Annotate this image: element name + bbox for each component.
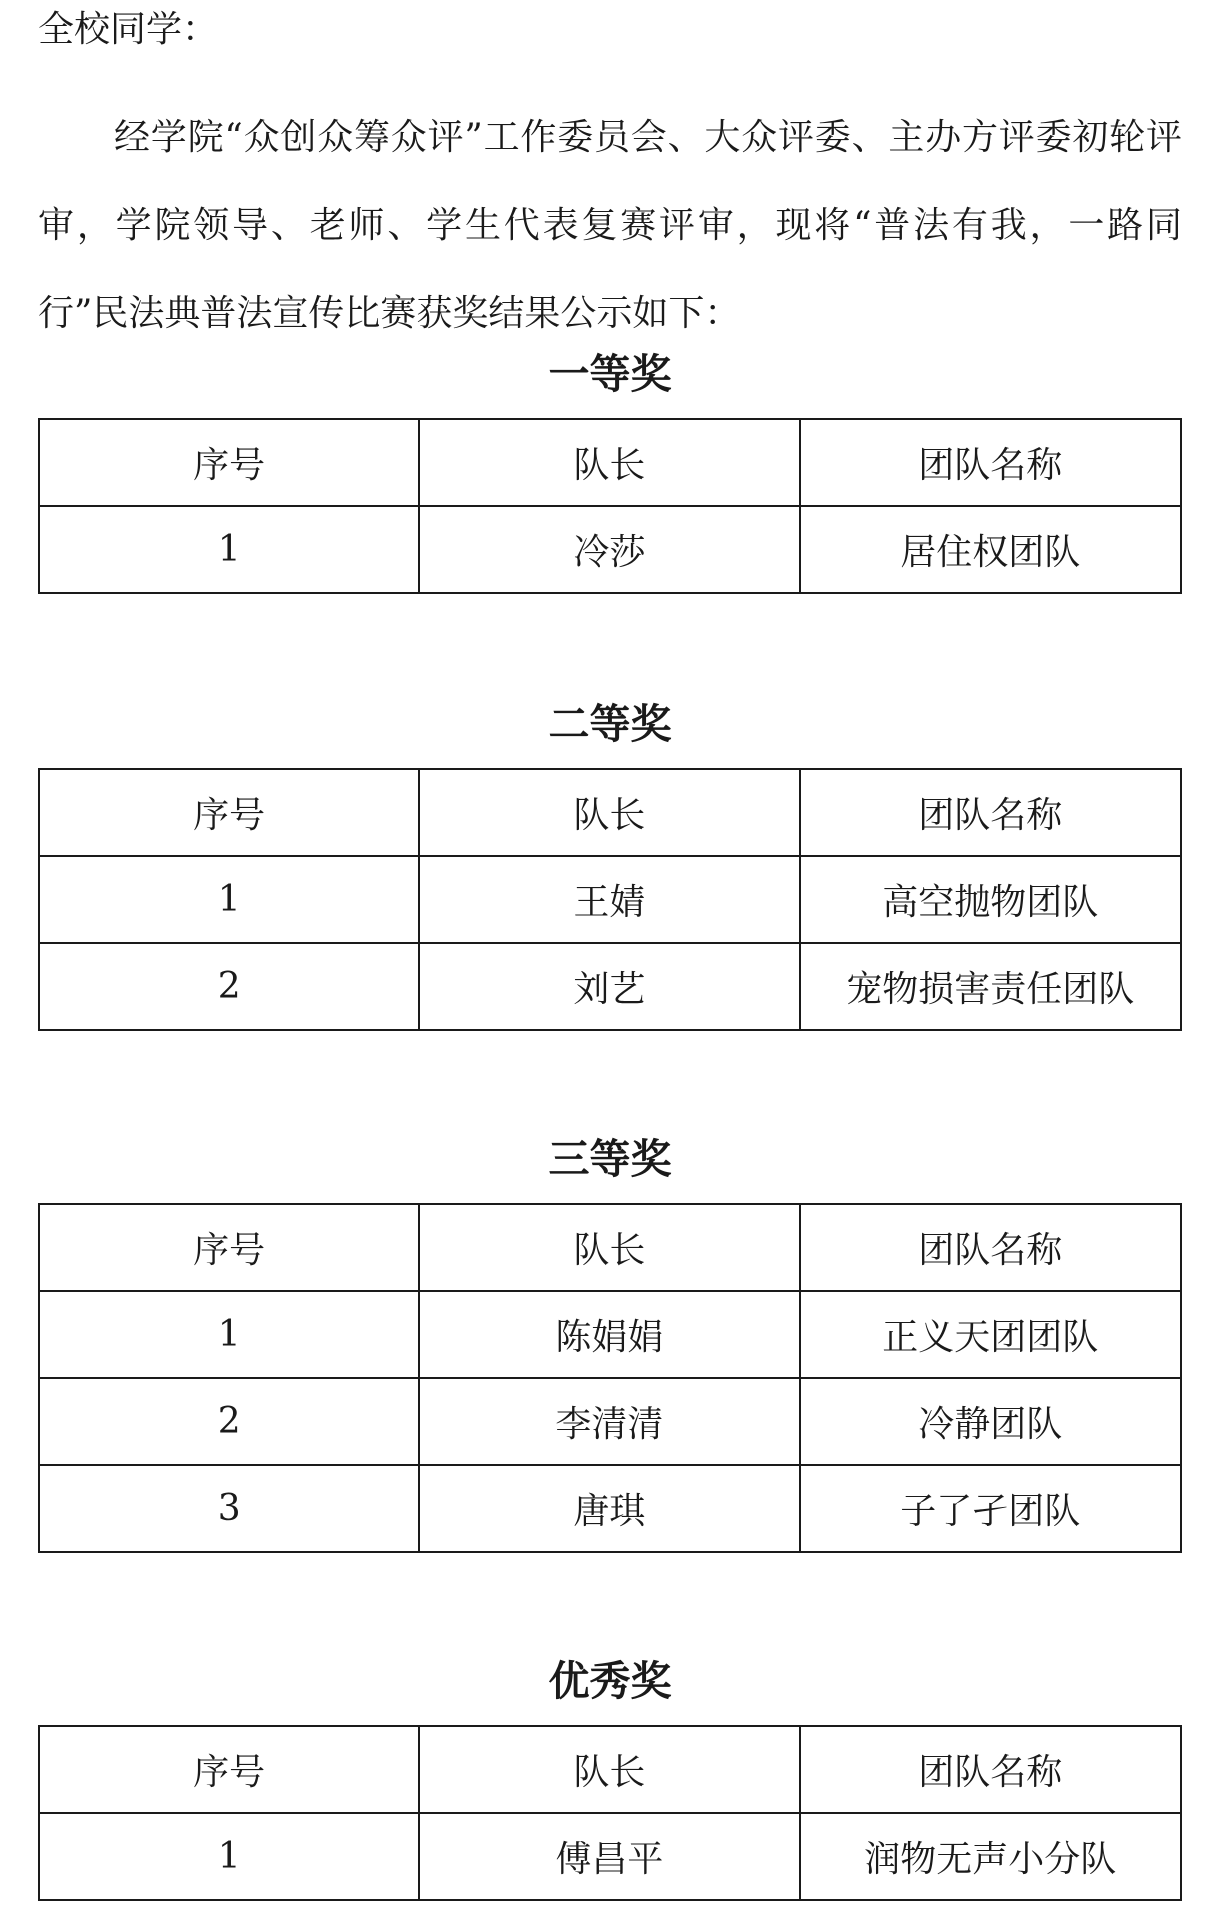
cell-team: 子了孑团队 (800, 1465, 1181, 1552)
third-prize-title: 三等奖 (548, 1135, 672, 1183)
header-leader: 队长 (419, 769, 799, 856)
cell-team: 宠物损害责任团队 (800, 943, 1181, 1030)
cell-leader: 王婧 (419, 856, 799, 943)
cell-index: 1 (39, 1291, 419, 1378)
table-row (39, 1465, 1181, 1552)
table-row (39, 1378, 1181, 1465)
table-row (39, 1813, 1181, 1900)
merit-award-section (38, 1637, 1182, 1901)
cell-index: 2 (39, 1378, 419, 1465)
header-leader: 队长 (419, 1726, 799, 1813)
second-prize-title: 二等奖 (548, 700, 672, 748)
merit-award-title: 优秀奖 (548, 1657, 672, 1705)
first-prize-section (38, 330, 1182, 594)
cell-team: 高空抛物团队 (800, 856, 1181, 943)
table-header-row (39, 1726, 1181, 1813)
cell-team: 居住权团队 (800, 506, 1181, 593)
second-prize-table (38, 768, 1182, 1031)
table-row (39, 1291, 1181, 1378)
cell-index: 2 (39, 943, 419, 1030)
merit-award-table (38, 1725, 1182, 1901)
cell-leader: 傅昌平 (419, 1813, 799, 1900)
header-index: 序号 (39, 1726, 419, 1813)
cell-index: 1 (39, 506, 419, 593)
cell-team: 润物无声小分队 (800, 1813, 1181, 1900)
first-prize-table (38, 418, 1182, 594)
cell-team: 正义天团团队 (800, 1291, 1181, 1378)
cell-index: 1 (39, 1813, 419, 1900)
cell-team: 冷静团队 (800, 1378, 1181, 1465)
header-leader: 队长 (419, 419, 799, 506)
header-team: 团队名称 (800, 769, 1181, 856)
header-index: 序号 (39, 419, 419, 506)
header-index: 序号 (39, 769, 419, 856)
header-team: 团队名称 (800, 1726, 1181, 1813)
cell-index: 3 (39, 1465, 419, 1552)
cell-leader: 冷莎 (419, 506, 799, 593)
salutation: 全校同学： (38, 9, 219, 50)
second-prize-section (38, 680, 1182, 1031)
cell-index: 1 (39, 856, 419, 943)
header-team: 团队名称 (800, 419, 1181, 506)
header-leader: 队长 (419, 1204, 799, 1291)
third-prize-section (38, 1115, 1182, 1553)
table-header-row (39, 769, 1181, 856)
intro-paragraph: 经学院“众创众筹众评”工作委员会、大众评委、主办方评委初轮评审，学院领导、老师、学生代表复赛评审，现将“普法有我，一路同行”民法典普法宣传比赛获奖结果公示如下： (38, 117, 1182, 334)
table-row (39, 856, 1181, 943)
first-prize-title: 一等奖 (548, 350, 672, 398)
table-row (39, 506, 1181, 593)
header-index: 序号 (39, 1204, 419, 1291)
table-row (39, 943, 1181, 1030)
cell-leader: 李清清 (419, 1378, 799, 1465)
table-header-row (39, 1204, 1181, 1291)
cell-leader: 唐琪 (419, 1465, 799, 1552)
header-team: 团队名称 (800, 1204, 1181, 1291)
third-prize-table (38, 1203, 1182, 1553)
cell-leader: 陈娟娟 (419, 1291, 799, 1378)
table-header-row (39, 419, 1181, 506)
cell-leader: 刘艺 (419, 943, 799, 1030)
